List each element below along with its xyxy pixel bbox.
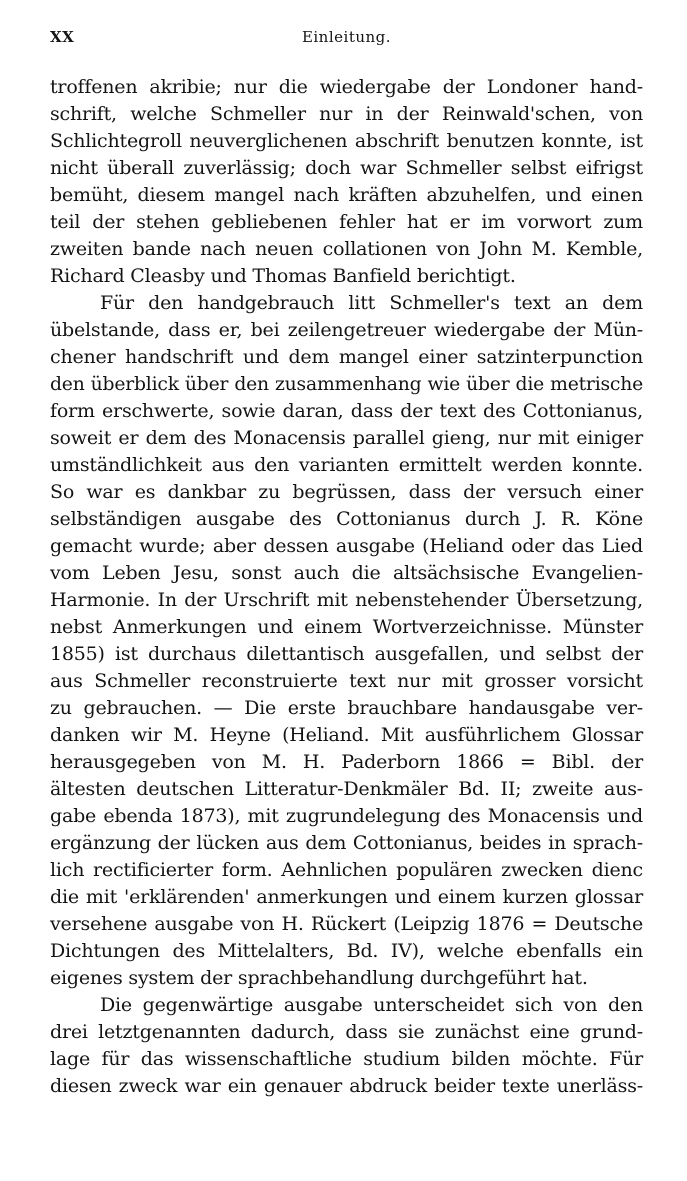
text-line: die mit 'erklärenden' anmerkungen und einem kurzen glossar xyxy=(50,886,643,908)
text-line: drei letztgenannten dadurch, dass sie zunächst eine grund- xyxy=(50,1021,643,1043)
text-line: nebst Anmerkungen und einem Wortverzeichnisse. Münster xyxy=(50,616,643,638)
text-line: So war es dankbar zu begrüssen, dass der versuch einer xyxy=(50,481,643,503)
text-line: vom Leben Jesu, sonst auch die altsächsische Evangelien- xyxy=(50,562,643,584)
text-line: Für den handgebrauch litt Schmeller's text an dem xyxy=(100,292,643,314)
text-line: nicht überall zuverlässig; doch war Schmeller selbst eifrigst xyxy=(50,157,643,179)
text-line: form erschwerte, sowie daran, dass der text des Cottonianus, xyxy=(50,400,643,422)
text-line: 1855) ist durchaus dilettantisch ausgefallen, und selbst der xyxy=(50,643,643,665)
text-line: ältesten deutschen Litteratur-Denkmäler Bd. II; zweite aus- xyxy=(50,778,643,800)
text-line: den überblick über den zusammenhang wie über die metrische xyxy=(50,374,643,395)
body-text xyxy=(50,74,643,1100)
text-line: diesen zweck war ein genauer abdruck beider texte unerläss- xyxy=(50,1075,643,1097)
text-line: Harmonie. In der Urschrift mit nebenstehender Übersetzung, xyxy=(50,589,643,611)
text-line: herausgegeben von M. H. Paderborn 1866 = Bibl. der xyxy=(50,751,643,773)
text-line: chener handschrift und dem mangel einer satzinterpunction xyxy=(50,346,643,368)
text-line: umständlichkeit aus den varianten ermittelt werden konnte. xyxy=(50,454,643,476)
text-line: Schlichtegroll neuverglichenen abschrift benutzen konnte, ist xyxy=(50,130,643,152)
text-line: lage für das wissenschaftliche studium bilden möchte. Für xyxy=(50,1048,643,1070)
text-line: zweiten bande nach neuen collationen von John M. Kemble, xyxy=(50,238,643,260)
text-line: Dichtungen des Mittelalters, Bd. IV), welche ebenfalls ein xyxy=(50,940,643,962)
text-line: gemacht wurde; aber dessen ausgabe (Heliand oder das Lied xyxy=(50,535,643,557)
text-line: zu gebrauchen. — Die erste brauchbare handausgabe ver- xyxy=(50,697,643,719)
page-number: XX xyxy=(50,28,75,46)
text-line: übelstande, dass er, bei zeilengetreuer wiedergabe der Mün- xyxy=(50,319,643,341)
text-line: soweit er dem des Monacensis parallel gieng, nur mit einiger xyxy=(50,427,643,449)
text-line: bemüht, diesem mangel nach kräften abzuhelfen, und einen xyxy=(50,184,643,206)
text-line: troffenen akribie; nur die wiedergabe der Londoner hand- xyxy=(50,76,643,98)
text-line: teil der stehen gebliebenen fehler hat er im vorwort zum xyxy=(50,211,643,233)
text-line: aus Schmeller reconstruierte text nur mit grosser vorsicht xyxy=(50,670,643,692)
book-page xyxy=(50,28,643,1100)
text-line: danken wir M. Heyne (Heliand. Mit ausführlichem Glossar xyxy=(50,724,643,746)
text-line: Richard Cleasby und Thomas Banfield berichtigt. xyxy=(50,265,516,287)
text-line: eigenes system der sprachbehandlung durchgeführt hat. xyxy=(50,967,588,989)
text-line: versehene ausgabe von H. Rückert (Leipzig 1876 = Deutsche xyxy=(50,913,643,935)
header-title: Einleitung. xyxy=(301,28,392,46)
text-line: Die gegenwärtige ausgabe unterscheidet sich von den xyxy=(100,994,643,1016)
text-line: gabe ebenda 1873), mit zugrundelegung des Monacensis und xyxy=(50,805,643,827)
text-line: ergänzung der lücken aus dem Cottonianus, beides in sprach- xyxy=(50,832,643,854)
text-line: selbständigen ausgabe des Cottonianus durch J. R. Köne xyxy=(50,508,643,530)
text-line: schrift, welche Schmeller nur in der Reinwald'schen, von xyxy=(50,103,643,125)
running-head xyxy=(50,28,643,56)
text-line: lich rectificierter form. Aehnlichen populären zwecken dienc xyxy=(50,859,643,881)
